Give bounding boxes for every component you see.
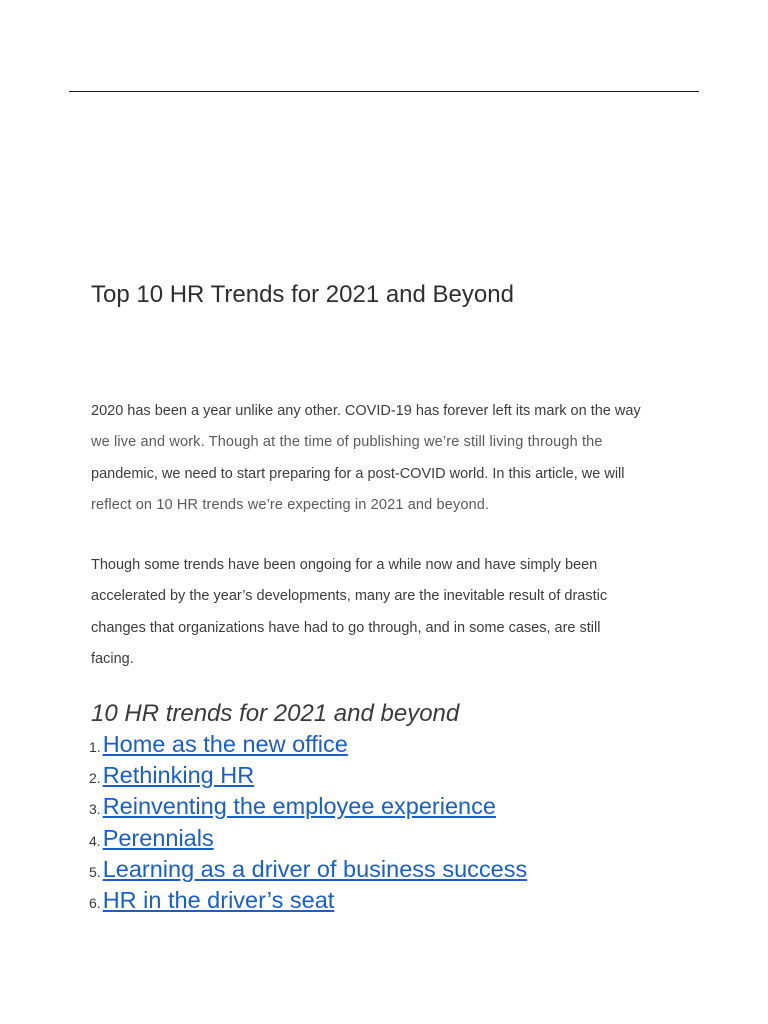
table-of-contents	[89, 731, 527, 918]
paragraph-line: reflect on 10 HR trends we’re expecting in 2021 and beyond.	[91, 496, 490, 513]
context-paragraph	[91, 557, 691, 682]
toc-link-rethinking-hr[interactable]: Rethinking HR	[102, 762, 255, 789]
toc-item	[89, 762, 527, 793]
toc-link-home-as-new-office[interactable]: Home as the new office	[102, 731, 348, 757]
toc-link-perennials[interactable]: Perennials	[102, 824, 214, 851]
paragraph-line: 2020 has been a year unlike any other. COVID-19 has forever left its mark on the way	[91, 403, 641, 419]
paragraph-line: Though some trends have been ongoing for a while now and have simply been	[91, 557, 598, 573]
toc-link-learning-driver[interactable]: Learning as a driver of business success	[102, 855, 528, 882]
paragraph-line: accelerated by the year’s developments, many are the inevitable result of drastic	[91, 588, 608, 605]
toc-item	[89, 825, 527, 856]
paragraph-line: facing.	[91, 650, 134, 667]
toc-link-employee-experience[interactable]: Reinventing the employee experience	[102, 793, 496, 820]
toc-number: 1.	[89, 739, 101, 755]
paragraph-line: we live and work. Though at the time of publishing we’re still living through the	[91, 434, 603, 451]
toc-item	[89, 731, 527, 762]
toc-number: 4.	[89, 832, 101, 849]
paragraph-line: changes that organizations have had to go through, and in some cases, are still	[91, 619, 601, 636]
toc-link-hr-drivers-seat[interactable]: HR in the driver’s seat	[102, 886, 335, 913]
toc-number: 6.	[89, 894, 101, 911]
toc-number: 3.	[89, 801, 101, 818]
toc-item	[89, 887, 527, 918]
intro-paragraph	[91, 403, 691, 528]
document-title: Top 10 HR Trends for 2021 and Beyond	[91, 281, 514, 308]
toc-number: 2.	[89, 770, 101, 787]
header-divider	[69, 91, 699, 92]
paragraph-line: pandemic, we need to start preparing for a post-COVID world. In this article, we will	[91, 465, 625, 482]
toc-number: 5.	[89, 863, 101, 880]
section-heading: 10 HR trends for 2021 and beyond	[91, 700, 460, 727]
toc-item	[89, 793, 527, 824]
toc-item	[89, 856, 527, 887]
